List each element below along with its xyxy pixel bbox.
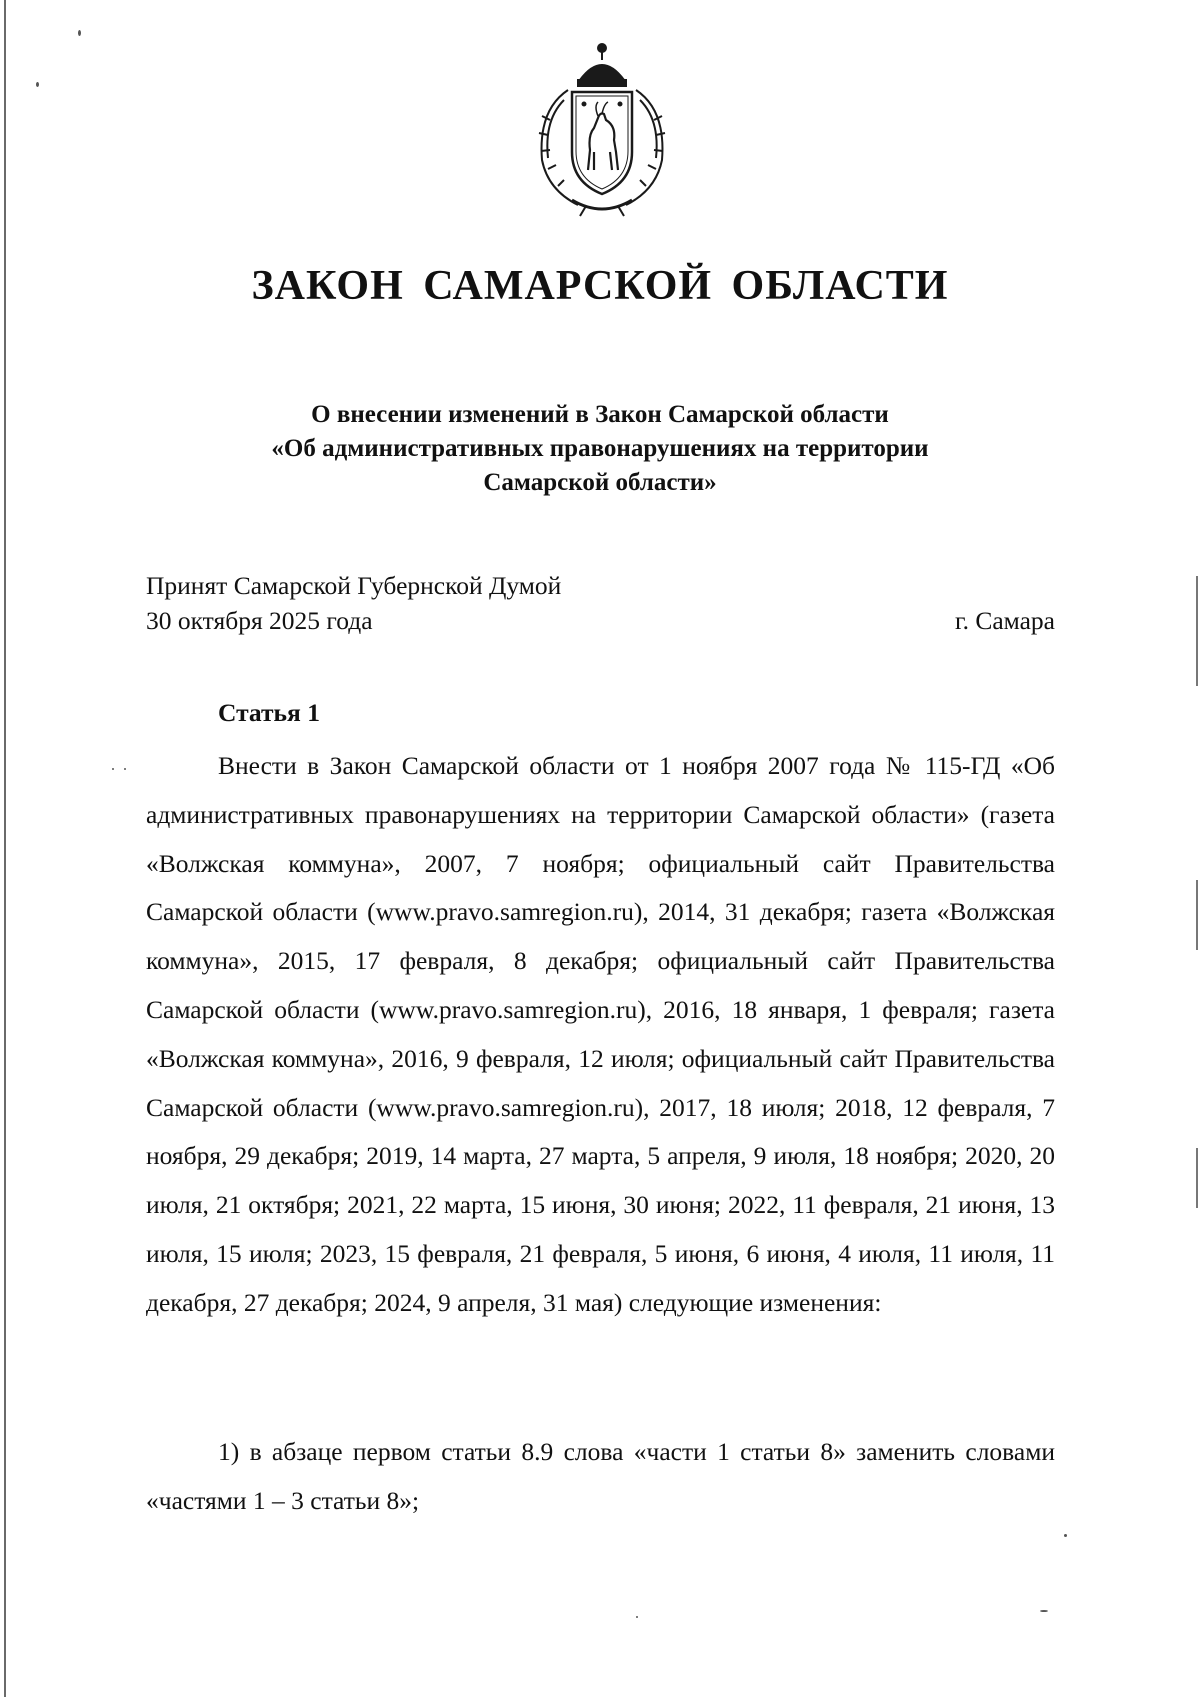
city-name: г. Самара xyxy=(954,606,1055,635)
subtitle-line: Самарской области» xyxy=(483,469,717,496)
scan-speck xyxy=(636,1616,638,1618)
adoption-info xyxy=(146,568,561,638)
subtitle-line: О внесении изменений в Закон Самарской области xyxy=(311,401,889,428)
subtitle-line: «Об административных правонарушениях на территории xyxy=(271,435,929,462)
adopted-date: 30 октября 2025 года xyxy=(146,606,373,635)
law-title: ЗАКОН САМАРСКОЙ ОБЛАСТИ xyxy=(251,263,949,309)
scan-speck xyxy=(1064,1534,1067,1537)
scan-speck xyxy=(78,30,81,36)
scan-speck xyxy=(1040,1610,1048,1612)
scan-speck xyxy=(112,768,114,770)
article-paragraph: Внести в Закон Самарской области от 1 ноября 2007 года № 115-ГД «Об административных правонарушениях на территории Самарской области» (газета «Волжская коммуна», 2007, 7 ноября; официальный сайт Правительства Самарской области (www.pravo.samregion.ru), 2014, 31 декабря; газета «Волжская коммуна», 2015, 17 февраля, 8 декабря; официальный сайт Правительства Самарской области (www.pravo.samregion.ru), 2016, 18 января, 1 февраля; газета «Волжская коммуна», 2016, 9 февраля, 12 июля; официальный сайт Правительства Самарской области (www.pravo.samregion.ru), 2017, 18 июля; 2018, 12 февраля, 7 ноября, 29 декабря; 2019, 14 марта, 27 марта, 5 апреля, 9 июля, 18 ноября; 2020, 20 июля, 21 октября; 2021, 22 марта, 15 июня, 30 июня; 2022, 11 февраля, 21 июня, 13 июля, 15 июля; 2023, 15 февраля, 21 февраля, 5 июня, 6 июня, 4 июля, 11 июля, 11 декабря, 27 декабря; 2024, 9 апреля, 31 мая) следующие изменения: xyxy=(146,751,1055,1317)
scan-edge-mark xyxy=(1196,880,1198,950)
samara-coat-of-arms-icon xyxy=(528,40,676,218)
scan-speck xyxy=(36,82,39,87)
article-item: 1) в абзаце первом статьи 8.9 слова «части 1 статьи 8» заменить словами «частями 1 – 3 статьи 8»; xyxy=(146,1437,1055,1515)
scan-edge-mark xyxy=(1196,1148,1198,1208)
page-left-edge xyxy=(4,0,6,1697)
adopted-by: Принят Самарской Губернской Думой xyxy=(146,571,562,600)
scan-speck xyxy=(124,768,126,770)
scan-edge-mark xyxy=(1196,576,1198,686)
article-heading: Статья 1 xyxy=(218,698,320,727)
law-subtitle xyxy=(150,398,1050,500)
